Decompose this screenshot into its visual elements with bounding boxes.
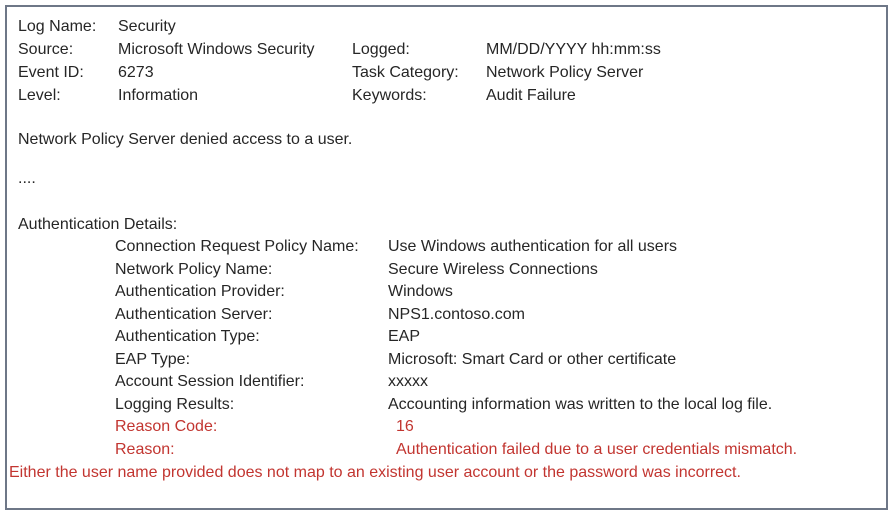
detail-label: Account Session Identifier: [115,373,305,390]
detail-row-reason-code [18,416,876,439]
field-label-log-name: Log Name: [18,18,97,35]
detail-value: 16 [396,418,414,435]
field-label-event-id: Event ID: [18,64,84,81]
detail-row-eap-type [18,349,876,372]
ellipsis: .... [18,170,36,187]
detail-label: Reason: [115,440,175,458]
detail-label: Authentication Server: [115,305,273,323]
event-description: Network Policy Server denied access to a user. [18,131,353,148]
field-value-event-id: 6273 [118,64,154,81]
field-label-logged: Logged: [352,41,410,58]
detail-row-account-session-identifier [18,371,876,394]
detail-row-network-policy-name [18,259,876,282]
detail-value: EAP [388,328,421,345]
detail-row-reason [18,439,876,462]
header-row-source [18,38,876,61]
detail-value: Windows [388,283,453,300]
field-value-log-name: Security [118,18,176,35]
detail-value: Accounting information was written to the local log file. [388,395,773,413]
detail-value: xxxxx [388,373,428,390]
detail-row-logging-results [18,394,876,417]
detail-value: Authentication failed due to a user credentials mismatch. [396,440,798,458]
detail-value: NPS1.contoso.com [388,305,525,323]
detail-value: Secure Wireless Connections [388,260,598,278]
header-row-log-name [18,15,876,38]
field-value-logged: MM/DD/YYYY hh:mm:ss [486,41,661,58]
detail-label: EAP Type: [115,350,191,368]
detail-value: Microsoft: Smart Card or other certificate [388,350,677,368]
field-label-task-category: Task Category: [352,64,459,81]
field-value-task-category: Network Policy Server [486,64,644,81]
detail-label: Connection Request Policy Name: [115,238,359,255]
detail-label: Authentication Provider: [115,283,285,300]
event-log-panel [5,5,888,510]
field-value-level: Information [118,87,199,104]
detail-label: Network Policy Name: [115,260,273,278]
detail-label: Reason Code: [115,418,218,435]
field-label-level: Level: [18,87,61,104]
event-header [18,15,876,107]
field-label-source: Source: [18,41,74,58]
auth-details-title: Authentication Details: [18,216,178,233]
auth-details-list [18,236,876,461]
detail-row-connection-request-policy [18,236,876,259]
detail-row-authentication-type [18,326,876,349]
detail-row-authentication-server [18,304,876,327]
detail-label: Logging Results: [115,395,235,413]
field-label-keywords: Keywords: [352,87,427,104]
header-row-level [18,84,876,107]
field-value-source: Microsoft Windows Security [118,41,315,58]
detail-row-authentication-provider [18,281,876,304]
header-row-event-id [18,61,876,84]
event-log-content [7,7,886,484]
detail-value: Use Windows authentication for all users [388,238,678,255]
field-value-keywords: Audit Failure [486,87,576,104]
reason-continuation: Either the user name provided does not map to an existing user account or the password was incorrect. [9,464,741,481]
detail-label: Authentication Type: [115,328,260,345]
